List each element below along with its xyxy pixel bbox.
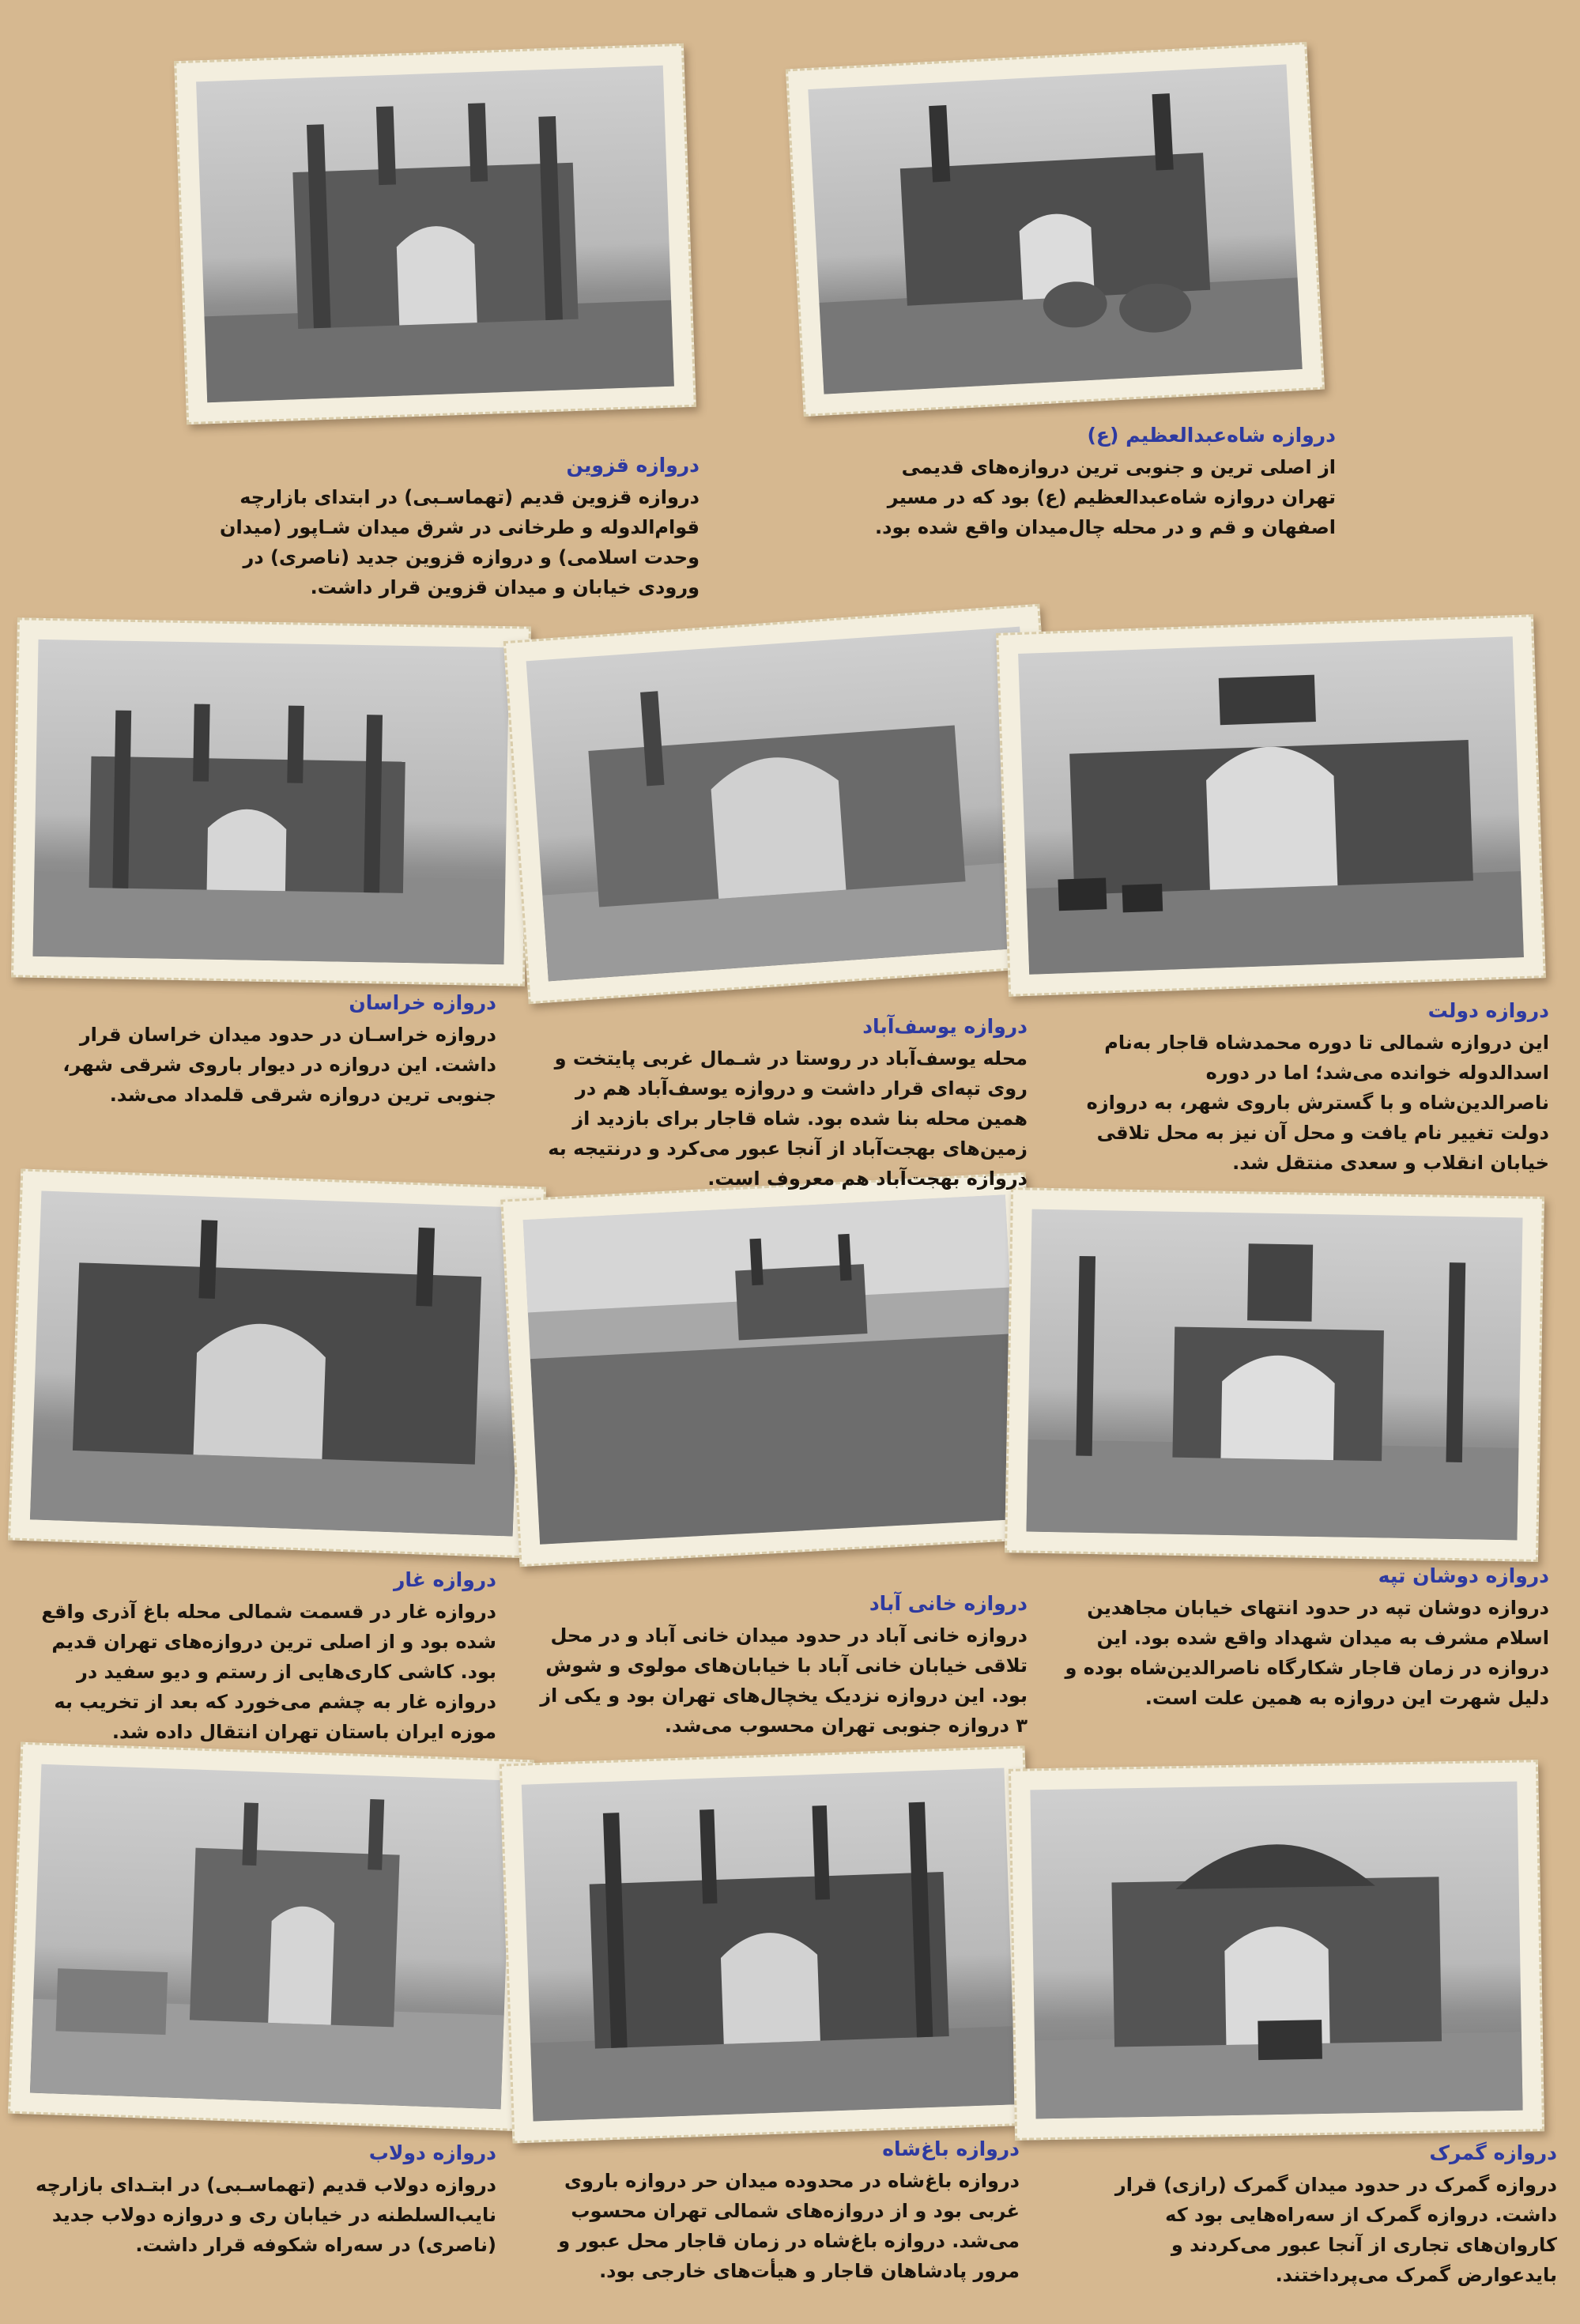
caption-text: دروازه خانی آباد در حدود میدان خانی آباد و در محل تلاقی خیابان خانی آباد با خیابان‌های مولوی و شوش بود. این دروازه نزدیک یخچال‌های تهران بود و یکی از ۳ دروازه جنوبی تهران محسوب می‌شد. bbox=[540, 1624, 1028, 1737]
caption-doshan-tappeh-gate bbox=[1059, 1561, 1549, 1713]
caption-text: دروازه قزوین قدیم (تهماسـبی) در ابتدای بازارچه قوام‌الدوله و طرخانی در شرق میدان شـاپور (میدان وحدت اسلامی) و دروازه قزوین جدید (ناصری) در ورودی خیابان و میدان قزوین قرار داشت. bbox=[220, 486, 699, 598]
caption-text: دروازه خراسـان در حدود میدان خراسان قرار داشت. این دروازه در دیوار باروی شرقی شهر، جنوبی ترین دروازه شرقی قلمداد می‌شد. bbox=[62, 1024, 496, 1106]
caption-text: دروازه باغ‌شاه در محدوده میدان حر دروازه باروی غربی بود و از دروازه‌های شمالی تهران محسوب می‌شد. دروازه باغ‌شاه در زمان قاجار محل عبور و مرور پادشاهان قاجار و هیأت‌های خارجی بود. bbox=[558, 2170, 1020, 2282]
photo-khaniabad-gate bbox=[500, 1172, 1044, 1567]
caption-title: دروازه دوشان تپه bbox=[1378, 1564, 1549, 1587]
caption-text: دروازه دوشان تپه در حدود انتهای خیابان مجاهدین اسلام مشرف به میدان شهداد واقع شده بود. این دروازه در زمان قاجار شکارگاه ناصرالدین‌شاه بوده و دلیل شهرت این دروازه به همین علت است. bbox=[1065, 1597, 1549, 1709]
caption-title: دروازه قزوین bbox=[566, 454, 699, 477]
photo-dulab-gate bbox=[8, 1742, 534, 2131]
caption-title: دروازه شاه‌عبدالعظیم (ع) bbox=[1087, 424, 1336, 447]
caption-text: این دروازه شمالی تا دوره محمدشاه قاجار به‌نام اسدالدوله خوانده می‌شد؛ اما در دوره ناصرالدین‌شاه و با گسترش باروی شهر، به دروازه دولت تغییر نام یافت و محل آن نیز به محل تلاقی خیابان انقلاب و سعدی منتقل شد. bbox=[1086, 1032, 1549, 1174]
caption-text: دروازه گمرک در حدود میدان گمرک (رازی) قرار داشت. دروازه گمرک از سه‌راه‌هایی بود که کاروان‌های تجاری از آنجا عبور می‌کردند و بایدعوارض گمرک می‌پرداختند. bbox=[1114, 2174, 1557, 2286]
photo-yousefabad-gate bbox=[503, 604, 1065, 1004]
caption-title: دروازه خراسان bbox=[349, 991, 496, 1014]
caption-ghar-gate bbox=[14, 1565, 496, 1747]
caption-yousefabad-gate bbox=[545, 1012, 1028, 1194]
caption-text: دروازه دولاب قدیم (تهماسـبی) در ابتـدای بازارچه نایب‌السلطنه در خیابان ری و دروازه دولاب جدید (ناصری) در سه‌راه شکوفه قرار داشت. bbox=[36, 2174, 496, 2256]
caption-text: از اصلی ترین و جنوبی ترین دروازه‌های قدیمی تهران دروازه شاه‌عبدالعظیم (ع) بود که در مسیر اصفهان و قم و در محله چال‌میدان واقع شده بود. bbox=[875, 456, 1336, 538]
photo-qazvin-gate bbox=[174, 43, 696, 424]
caption-text: محله یوسف‌آباد در روستا در شـمال غربی پایتخت و روی تپه‌ای قرار داشت و دروازه یوسف‌آباد هم در همین محله بنا شده بود. شاه قاجار برای بازدید از زمین‌های بهجت‌آباد از آنجا عبور می‌کرد و درنتیجه به دروازه بهجت‌آباد هم معروف است. bbox=[548, 1047, 1028, 1190]
caption-title: دروازه یوسف‌آباد bbox=[862, 1015, 1028, 1038]
caption-title: دروازه دولاب bbox=[368, 2141, 496, 2164]
caption-title: دروازه دولت bbox=[1427, 999, 1549, 1022]
caption-title: دروازه غار bbox=[393, 1568, 496, 1591]
photo-doshan-tappeh-gate bbox=[1005, 1187, 1544, 1562]
caption-shah-abdolazim-gate bbox=[854, 421, 1336, 542]
caption-title: دروازه گمرک bbox=[1429, 2141, 1557, 2164]
photo-ghar-gate bbox=[8, 1169, 546, 1559]
caption-baghshah-gate bbox=[530, 2134, 1020, 2286]
caption-text: دروازه غار در قسمت شمالی محله باغ آذری واقع شده بود و از اصلی ترین دروازه‌های تهران قدیم بود. کاشی کاری‌هایی از رستم و دیو سفید در دروازه غار به چشم می‌خورد که بعد از تخریب به موزه ایران باستان تهران انتقال داده شد. bbox=[41, 1601, 496, 1743]
photo-shah-abdolazim-gate bbox=[786, 42, 1325, 417]
caption-title: دروازه باغ‌شاه bbox=[882, 2137, 1020, 2160]
caption-title: دروازه خانی آباد bbox=[869, 1592, 1028, 1615]
photo-baghshah-gate bbox=[500, 1746, 1038, 2144]
caption-dulab-gate bbox=[14, 2138, 496, 2260]
caption-khaniabad-gate bbox=[537, 1589, 1028, 1741]
photo-dowlat-gate bbox=[996, 614, 1546, 996]
caption-qazvin-gate bbox=[178, 451, 699, 602]
caption-khorasan-gate bbox=[14, 988, 496, 1110]
caption-gomrok-gate bbox=[1067, 2138, 1557, 2290]
photo-khorasan-gate bbox=[11, 617, 531, 986]
photo-gomrok-gate bbox=[1009, 1760, 1544, 2141]
caption-dowlat-gate bbox=[1075, 996, 1549, 1178]
